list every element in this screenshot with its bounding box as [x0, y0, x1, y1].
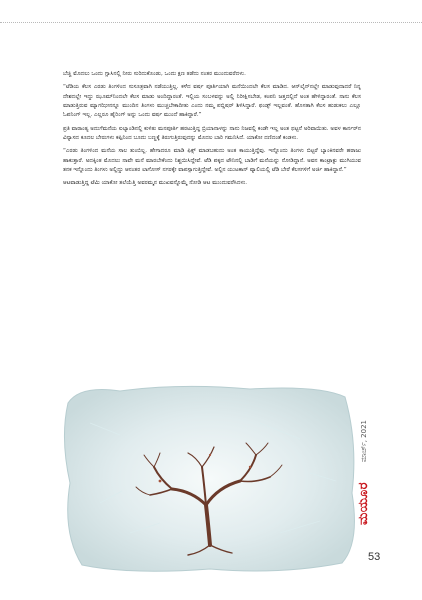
illustration-snow-tree: [60, 383, 360, 573]
issue-date: ಮಾರ್ಚ್, 2021: [360, 420, 368, 463]
paragraph: ಬೆಚ್ಚಿ ಮೊದಲು ಒಂದು ಗ್ಲಾಸಿನಲ್ಲಿ ನೀರು ಸುರಿದುಕೊಂಡು, ಒಂದು ಕ್ಷಣ ತಡೆದು ನಂತರ ಮುಂದುವರೆದಳು.: [63, 71, 246, 77]
paragraph-quote: “ಟೆಡಿಯ ಕೆಲಸ ಎರಡು ತಿಂಗಳಿಂದ ಸುಸೂತ್ರವಾಗಿ ನಡೆಯುತ್ತಿಲ್ಲ. ಕಳೆದ ವರ್ಷ ಪೂರ್ತಿಯಾಗಿ ಮನೆಯಿಂದಲೇ ಕೆಲಸ ಮಾಡಿದ. ಆನ್‌ಲೈನ್‌ನಲ್ಲೇ ಮಾಡುವುದಾದರೆ ನಿನ್ನ ದೇಶದಲ್ಲೇ ಇದ್ದು ಝೂಮ್‌ನಿಂದಲೇ ಕೆಲಸ ಮಾಡು ಅಂದಿದ್ದಾರಂತೆ. ಇಲ್ಲಿಯ ಸಂಬಳವನ್ನು ಅಲ್ಲಿ ನಿರೀಕ್ಷಿಸಬೇಡ, ಕಂಪನಿ ಜತ್ತದಲ್ಲಿದೆ ಅಂತ ಹೇಳಿದ್ದಾರಂತೆ. ನಾನು ಕೆಲಸ ಮಾಡುತ್ತಿರುವ ಮ್ಯಾಗಝೀನನ್ನೂ ಮುಂದಿನ ತಿಂಗಳು ಮುಚ್ಚಬೇಕಾದೀತು ಎಂದು ನಮ್ಮ ಪಬ್ಲಿಷರ್ ಶಿಳಿಸಿದ್ದಾರೆ. ಫಂಡ್ಸ್ ಇಲ್ಲವಂತೆ. ಹೊಸತಾಗಿ ಕೆಲಸ ಹುಡುಕಲು ಎಲ್ಲೂ ಓಪನಿಂಗ್ ಇಲ್ಲ. ಎಲ್ಲರೂ ಹೈರಿಂಗ್ ಅನ್ನು ಒಂದು ವರ್ಷ ಮುಂದೆ ಹಾಕಿದ್ದಾರೆ.”: [63, 84, 361, 119]
top-dotted-rule: [0, 6, 422, 23]
paragraph-quote: “ಎರಡು ತಿಂಗಳಿಂದ ಮನೆಯ ಸಾಲ ತುಂಬಿಲ್ಲ. ಹೇಗಾದರೂ ಮಾಡಿ ಫಿಕ್ಸ್ ಮಾಡಬಹುದು ಅಂತ ಕಾಯುತ್ತಿದ್ದೆವು. ಇನ್ನೊಂದು ತಿಂಗಳು ಬಿಟ್ಟರೆ ಬ್ಯಾಂಕಿನವರೇ ಹರಾಜು ಹಾಕುತ್ತಾರೆ. ಅದಕ್ಕಿಂತ ಮೊದಲು ನಾವೇ ಮನೆ ಮಾರಬೇಕೆಂದು ನಿಶ್ಚಯಿಸಿದ್ದೇವೆ. ಟೆಡಿ ಪಕ್ಕದ ಟೌನಿನಲ್ಲಿ ಬಾಡಿಗೆ ಮನೆಯನ್ನು ನೋಡಿದ್ದಾನೆ. ಅವನ ಕಾಂಟ್ರಾಕ್ಟು ಮುಗಿಯುವ ತನಕ ಇನ್ನೊಂದು ತಿಂಗಳು ಅಲ್ಲಿದ್ದು ಆನಂತರ ಲಾಗೋಸ್ ನಗರಕ್ಕೇ ವಾಪಸ್ಸಾಗುತ್ತಿದ್ದೇವೆ. ಅಲ್ಲಿನ ಯುಟಕಾನ್ ವ್ಯಾಲಿಯಲ್ಲಿ ಟೆಡಿ ಬೇರೆ ಕೆಲಸಗಳಿಗೆ ಅರ್ಜಿ ಹಾಕಿದ್ದಾನೆ.”: [63, 148, 361, 174]
paragraph: ಆಟವಾಡುತ್ತಿದ್ದ ಟೆಮಿ ಯಾಕೋ ತಲೆಯೆತ್ತಿ ಅವರಮ್ಮನ ಮುಖವನ್ನೊಮ್ಮೆ ನೋಡಿ ಆಟ ಮುಂದುವರೆಸಿದಳು.: [63, 180, 248, 187]
paragraph: ಪ್ರತಿ ವಾರಾಂತ್ಯ ಅದುಗೆಮನೆಯ ಐಲ್ಯಾಂಡಿನಲ್ಲಿ ಕುಳಿತು ಮನಪೂರ್ತಿ ಹರಟುತ್ತಿದ್ದ ಬ್ರಿಯಾನಾಳನ್ನು ನಾನು ನಿಜವಲ್ಲಿ ಕಂಡೇ ಇಲ್ಲ ಅಂತ ಥಟ್ಟನೆ ಅರಿವಾಯಿತು. ಅವಳ ಕಾರ್ನರ್‌ನ ವಿನ್ಯಾಸದ ಕೂದಲ ಬೇರುಗಳು ಕಪ್ಪಿನಿಂದ ಬೂದು ಬಣ್ಣಕ್ಕೆ ತಿರುಗುತ್ತಿರುವುದನ್ನು ಮೊದಲ ಬಾರಿ ಗಮನಿಸಿದೆ. ಯಾಕೋ ದಣಿದಂತೆ ಕಂಡಳು.: [63, 125, 361, 142]
magazine-logo: ಮಯೂರ: [356, 482, 371, 525]
page-number: 53: [368, 551, 381, 563]
article-body: [63, 70, 361, 193]
